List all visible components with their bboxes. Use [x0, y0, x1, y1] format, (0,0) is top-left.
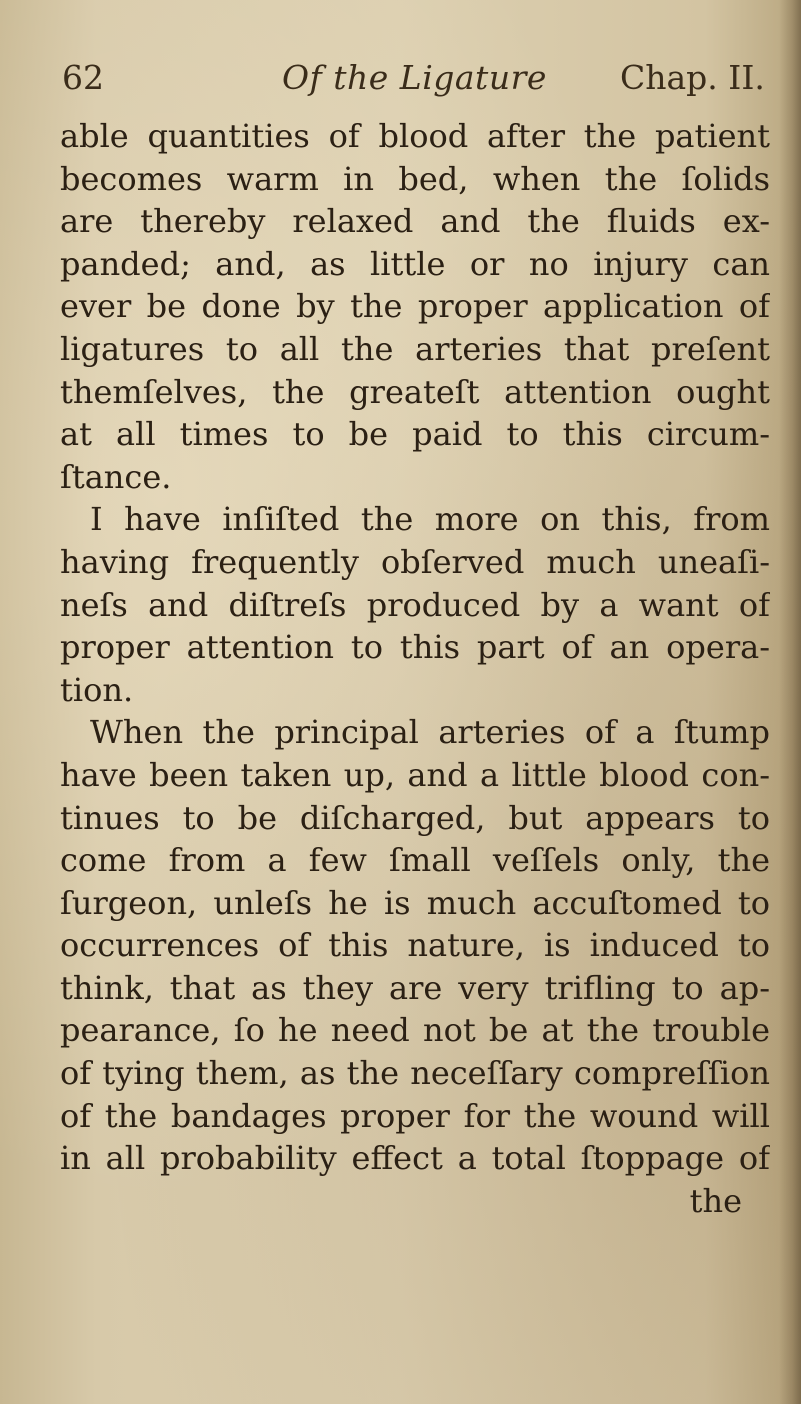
- text-line: are thereby relaxed and the fluids ex-: [60, 202, 770, 241]
- text-line: in all probability effect a total ſtoppage of: [60, 1139, 770, 1178]
- text-line: think, that as they are very trifling to ap-: [60, 968, 770, 1007]
- text-line: at all times to be paid to this circum-: [60, 415, 770, 454]
- text-line: tion.: [60, 670, 134, 709]
- text-line: tinues to be diſcharged, but appears to: [60, 798, 770, 837]
- text-line: of the bandages proper for the wound will: [60, 1096, 770, 1135]
- text-line: of tying them, as the neceſſary compreſſion: [60, 1054, 770, 1093]
- text-line: panded; and, as little or no injury can: [60, 244, 770, 283]
- text-line: ſtance.: [60, 457, 172, 496]
- text-line: neſs and diſtreſs produced by a want of: [60, 585, 770, 624]
- text-line: occurrences of this nature, is induced to: [60, 926, 770, 965]
- catchword: the: [689, 1181, 742, 1220]
- text-line: able quantities of blood after the patient: [60, 117, 770, 155]
- text-line: ever be done by the proper application of: [60, 287, 770, 326]
- text-line: themſelves, the greateſt attention ought: [60, 372, 770, 411]
- body-text: [60, 115, 770, 1222]
- text-line: having frequently obſerved much uneaſi-: [60, 542, 770, 581]
- paragraph-start-line: I have inſiſted the more on this, from: [90, 500, 770, 539]
- text-line: come from a few ſmall veſſels only, the: [60, 841, 770, 880]
- paragraph-start-line: When the principal arteries of a ſtump: [90, 713, 770, 752]
- page-edge-shadow: [779, 0, 801, 1404]
- page-number: 62: [62, 58, 104, 97]
- text-line: becomes warm in bed, when the ſolids: [60, 159, 770, 198]
- text-line: proper attention to this part of an opera-: [60, 628, 770, 667]
- text-line: ſurgeon, unleſs he is much accuſtomed to: [60, 883, 770, 922]
- text-line: have been taken up, and a little blood con-: [60, 755, 770, 794]
- running-title: Of the Ligature: [282, 58, 547, 97]
- text-line: ligatures to all the arteries that preſent: [60, 329, 770, 368]
- running-head: [62, 58, 767, 114]
- text-line: pearance, ſo he need not be at the trouble: [60, 1011, 770, 1050]
- chapter-label: Chap. II.: [620, 58, 765, 97]
